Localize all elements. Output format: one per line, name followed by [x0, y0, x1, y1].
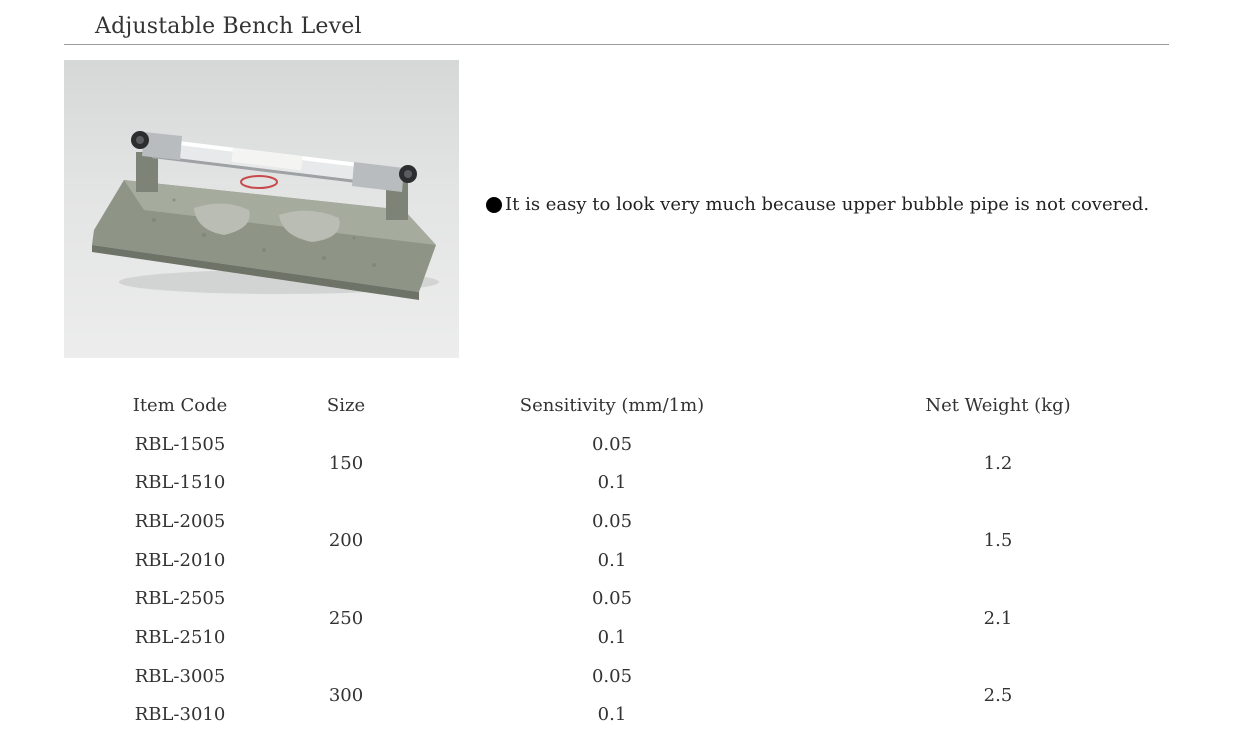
title-divider	[64, 44, 1169, 45]
page-title: Adjustable Bench Level	[95, 14, 362, 39]
sensitivity-cell: 0.05	[591, 433, 633, 455]
spec-table	[64, 386, 1168, 734]
sensitivity-cell: 0.1	[597, 549, 627, 571]
table-row	[64, 579, 1168, 618]
sensitivity-cell: 0.1	[597, 626, 627, 648]
item-code-cell: RBL-1505	[134, 433, 226, 455]
sensitivity-cell: 0.05	[591, 588, 633, 610]
header-sensitivity: Sensitivity (mm/1m)	[519, 394, 705, 416]
table-header-row	[64, 386, 1168, 425]
header-size: Size	[326, 394, 366, 416]
table-row	[64, 425, 1168, 464]
size-cell: 200	[328, 530, 364, 552]
weight-cell: 2.1	[983, 607, 1013, 629]
item-code-cell: RBL-3010	[134, 704, 226, 726]
sensitivity-cell: 0.1	[597, 472, 627, 494]
feature-note	[486, 194, 1149, 215]
size-cell: 150	[328, 452, 364, 474]
weight-cell: 1.5	[983, 530, 1013, 552]
weight-cell: 1.2	[983, 452, 1013, 474]
weight-cell: 2.5	[983, 685, 1013, 706]
table-row	[64, 502, 1168, 541]
item-code-cell: RBL-3005	[134, 665, 226, 687]
feature-text: It is easy to look very much because upper bubble pipe is not covered.	[505, 194, 1150, 215]
size-cell: 300	[328, 685, 364, 706]
item-code-cell: RBL-2010	[134, 549, 226, 571]
bullet-icon	[486, 197, 502, 213]
product-photo	[64, 60, 459, 358]
sensitivity-cell: 0.05	[591, 510, 633, 532]
sensitivity-cell: 0.1	[597, 704, 627, 726]
item-code-cell: RBL-2505	[134, 588, 226, 610]
item-code-cell: RBL-2510	[134, 626, 226, 648]
size-cell: 250	[328, 607, 364, 629]
table-row	[64, 657, 1168, 696]
bench-level-icon	[64, 60, 459, 358]
header-item-code: Item Code	[132, 394, 228, 416]
header-net-weight: Net Weight (kg)	[925, 394, 1071, 416]
sensitivity-cell: 0.05	[591, 665, 633, 687]
item-code-cell: RBL-2005	[134, 510, 226, 532]
item-code-cell: RBL-1510	[134, 472, 226, 494]
